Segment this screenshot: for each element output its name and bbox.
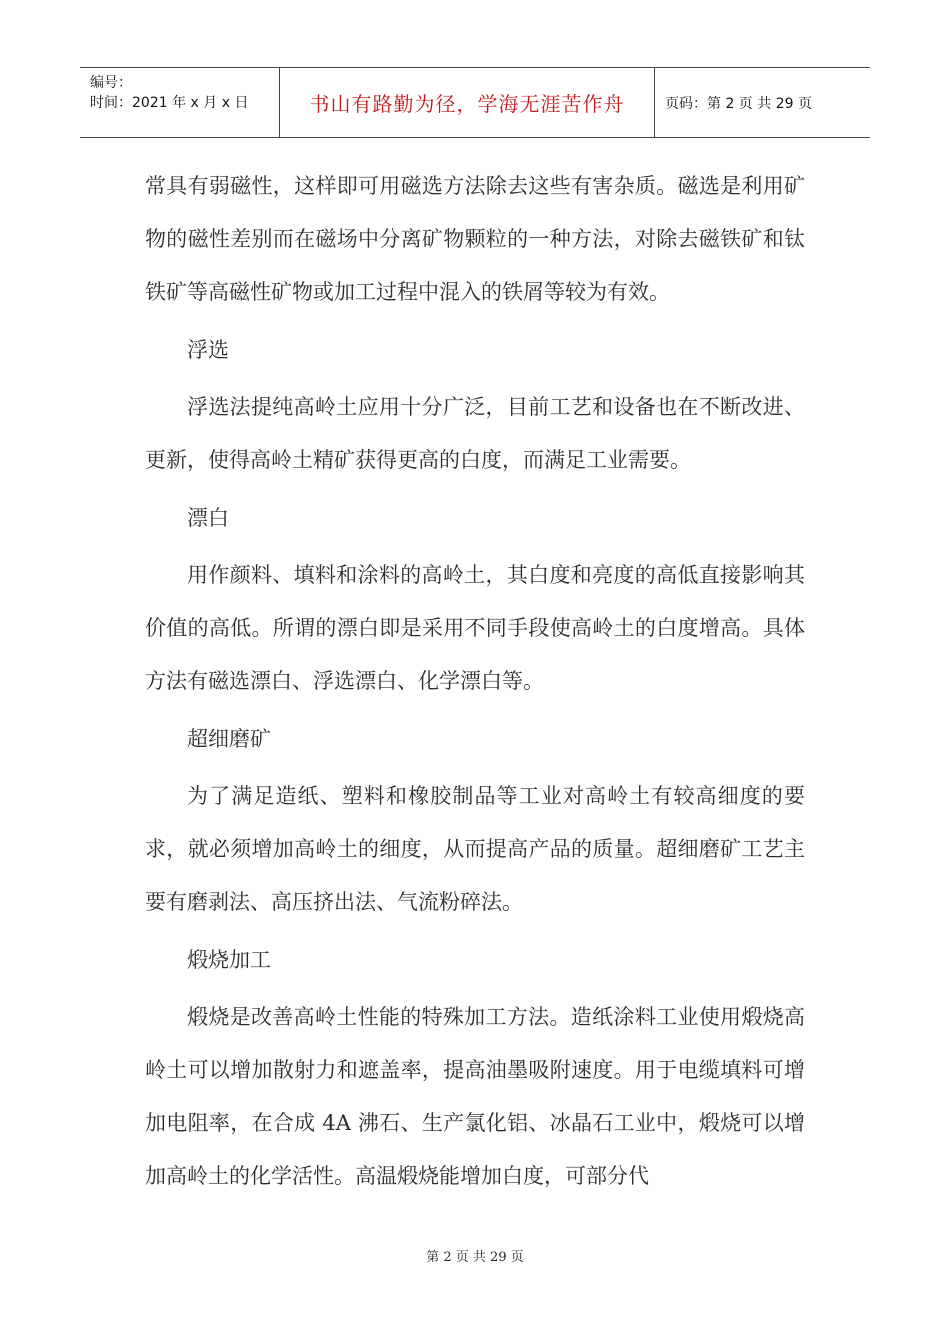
paragraph-magnetic-separation: 常具有弱磁性，这样即可用磁选方法除去这些有害杂质。磁选是利用矿物的磁性差别而在磁场中分离矿物颗粒的一种方法，对除去磁铁矿和钛铁矿等高磁性矿物或加工过程中混入的铁屑等较为有效。 xyxy=(145,174,805,304)
section-heading-flotation: 浮选 xyxy=(187,338,229,362)
time-label: 时间：2021 年 x 月 x 日 xyxy=(90,95,249,111)
page-footer: 第 2 页 共 29 页 xyxy=(426,1250,524,1265)
document-body xyxy=(145,160,805,1203)
header-motto: 书山有路勤为径，学海无涯苦作舟 xyxy=(280,68,655,137)
paragraph-flotation: 浮选法提纯高岭土应用十分广泛，目前工艺和设备也在不断改进、更新，使得高岭土精矿获得更高的白度，而满足工业需要。 xyxy=(145,395,805,472)
paragraph-ultrafine-grinding: 为了满足造纸、塑料和橡胶制品等工业对高岭土有较高细度的要求，就必须增加高岭土的细度，从而提高产品的质量。超细磨矿工艺主要有磨剥法、高压挤出法、气流粉碎法。 xyxy=(145,784,805,914)
number-label: 编号： xyxy=(90,75,132,91)
paragraph-bleaching: 用作颜料、填料和涂料的高岭土，其白度和亮度的高低直接影响其价值的高低。所谓的漂白即是采用不同手段使高岭土的白度增高。具体方法有磁选漂白、浮选漂白、化学漂白等。 xyxy=(145,563,805,693)
section-heading-calcination: 煅烧加工 xyxy=(187,948,271,972)
document-header xyxy=(80,67,870,138)
section-heading-ultrafine-grinding: 超细磨矿 xyxy=(187,727,271,751)
header-meta xyxy=(80,68,280,137)
paragraph-calcination: 煅烧是改善高岭土性能的特殊加工方法。造纸涂料工业使用煅烧高岭土可以增加散射力和遮盖率，提高油墨吸附速度。用于电缆填料可增加电阻率，在合成 4A 沸石、生产氯化铝、冰晶石工业中，煅烧可以增加高岭土的化学活性。高温煅烧能增加白度，可部分代 xyxy=(145,1005,805,1188)
section-heading-bleaching: 漂白 xyxy=(187,506,229,530)
header-page-info: 页码：第 2 页 共 29 页 xyxy=(665,95,812,112)
